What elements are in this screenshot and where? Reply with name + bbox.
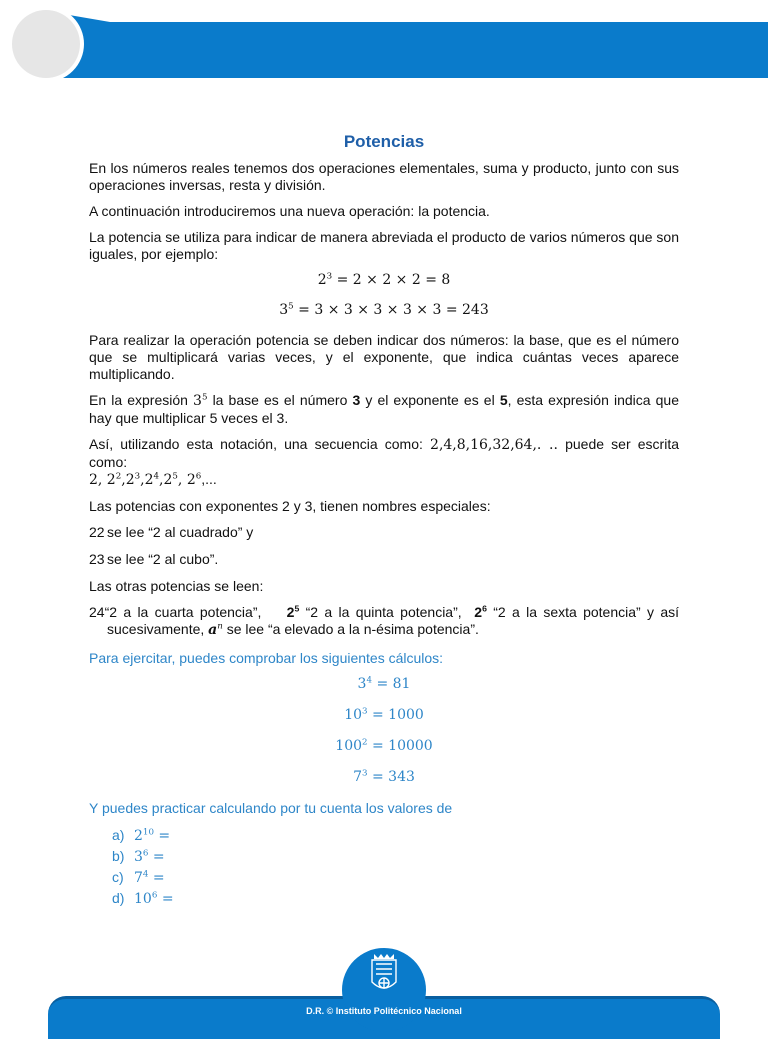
header-circle xyxy=(12,10,80,78)
list-item-cube: 23 se lee “2 al cubo”. xyxy=(89,551,219,567)
list-item: b) $3^6$ = xyxy=(112,848,165,865)
paragraph-definition: La potencia se utiliza para indicar de manera abreviada el producto de varios números que son iguales, por ejemplo: xyxy=(89,229,679,262)
paragraph-base-exponent: Para realizar la operación potencia se deben indicar dos números: la base, que es el número que se multiplicará varias veces, y el exponente, que indica cuántas veces aparece multiplicando. xyxy=(89,332,679,382)
exercise-list xyxy=(89,827,679,908)
calc-7-cubed: $7^3 = 343$ xyxy=(353,768,415,785)
list-item: c) $7^4$ = xyxy=(112,869,165,886)
paragraph-intro: En los números reales tenemos dos operaciones elementales, suma y producto, junto con sus operaciones inversas, resta y división. xyxy=(89,160,679,193)
paragraph-exercise-intro: Para ejercitar, puedes comprobar los siguientes cálculos: xyxy=(89,650,444,666)
header-band xyxy=(46,22,768,78)
sequence-powers: 2, $2^2,2^3,2^4,2^5$, $2^6$ xyxy=(89,471,202,488)
calc-10-cubed: $10^3 = 1000$ xyxy=(344,706,424,723)
document-body xyxy=(89,132,679,911)
equation-3-fifth: $3^5 = 3 \times 3 \times 3 \times 3 \times 3 = 243$ xyxy=(279,301,489,318)
paragraph-sequence: Así, utilizando esta notación, una secuencia como: 2,4,8,16,32,64,. .. puede ser escrita como: 2, $2^2,2^3,2^4,2^5$, $2^6$,... xyxy=(89,436,679,488)
paragraph-special-names: Las potencias con exponentes 2 y 3, tienen nombres especiales: xyxy=(89,498,491,514)
calc-100-squared: $100^2 = 10000$ xyxy=(335,737,433,754)
list-item-square: 22 se lee “2 al cuadrado” y xyxy=(89,524,254,540)
list-item-other-powers: 24“2 a la cuarta potencia”, $2^5$ “2 a la quinta potencia”, $2^6$ “2 a la sexta potencia” y así sucesivamente, $a^n$ se lee “a elevado a la n-ésima potencia”. xyxy=(89,603,680,638)
list-item: a) $2^{10}$ = xyxy=(112,827,171,844)
equation-2-cubed: $2^3 = 2 \times 2 \times 2 = 8$ xyxy=(317,271,451,288)
list-item: d) $10^6$ = xyxy=(112,890,174,907)
ipn-emblem-icon xyxy=(368,952,400,996)
paragraph-new-operation: A continuación introduciremos una nueva operación: la potencia. xyxy=(89,203,490,219)
page-title: Potencias xyxy=(343,132,425,151)
paragraph-practice: Y puedes practicar calculando por tu cuenta los valores de xyxy=(89,800,453,816)
calc-3-fourth: $3^4 = 81$ xyxy=(357,675,411,692)
footer-copyright: D.R. © Instituto Politécnico Nacional xyxy=(306,1006,462,1016)
paragraph-other-powers: Las otras potencias se leen: xyxy=(89,578,264,594)
paragraph-expression-example: En la expresión $3^5$ la base es el número 3 y el exponente es el 5, esta expresión indica que hay que multiplicar 5 veces el 3. xyxy=(89,392,679,426)
